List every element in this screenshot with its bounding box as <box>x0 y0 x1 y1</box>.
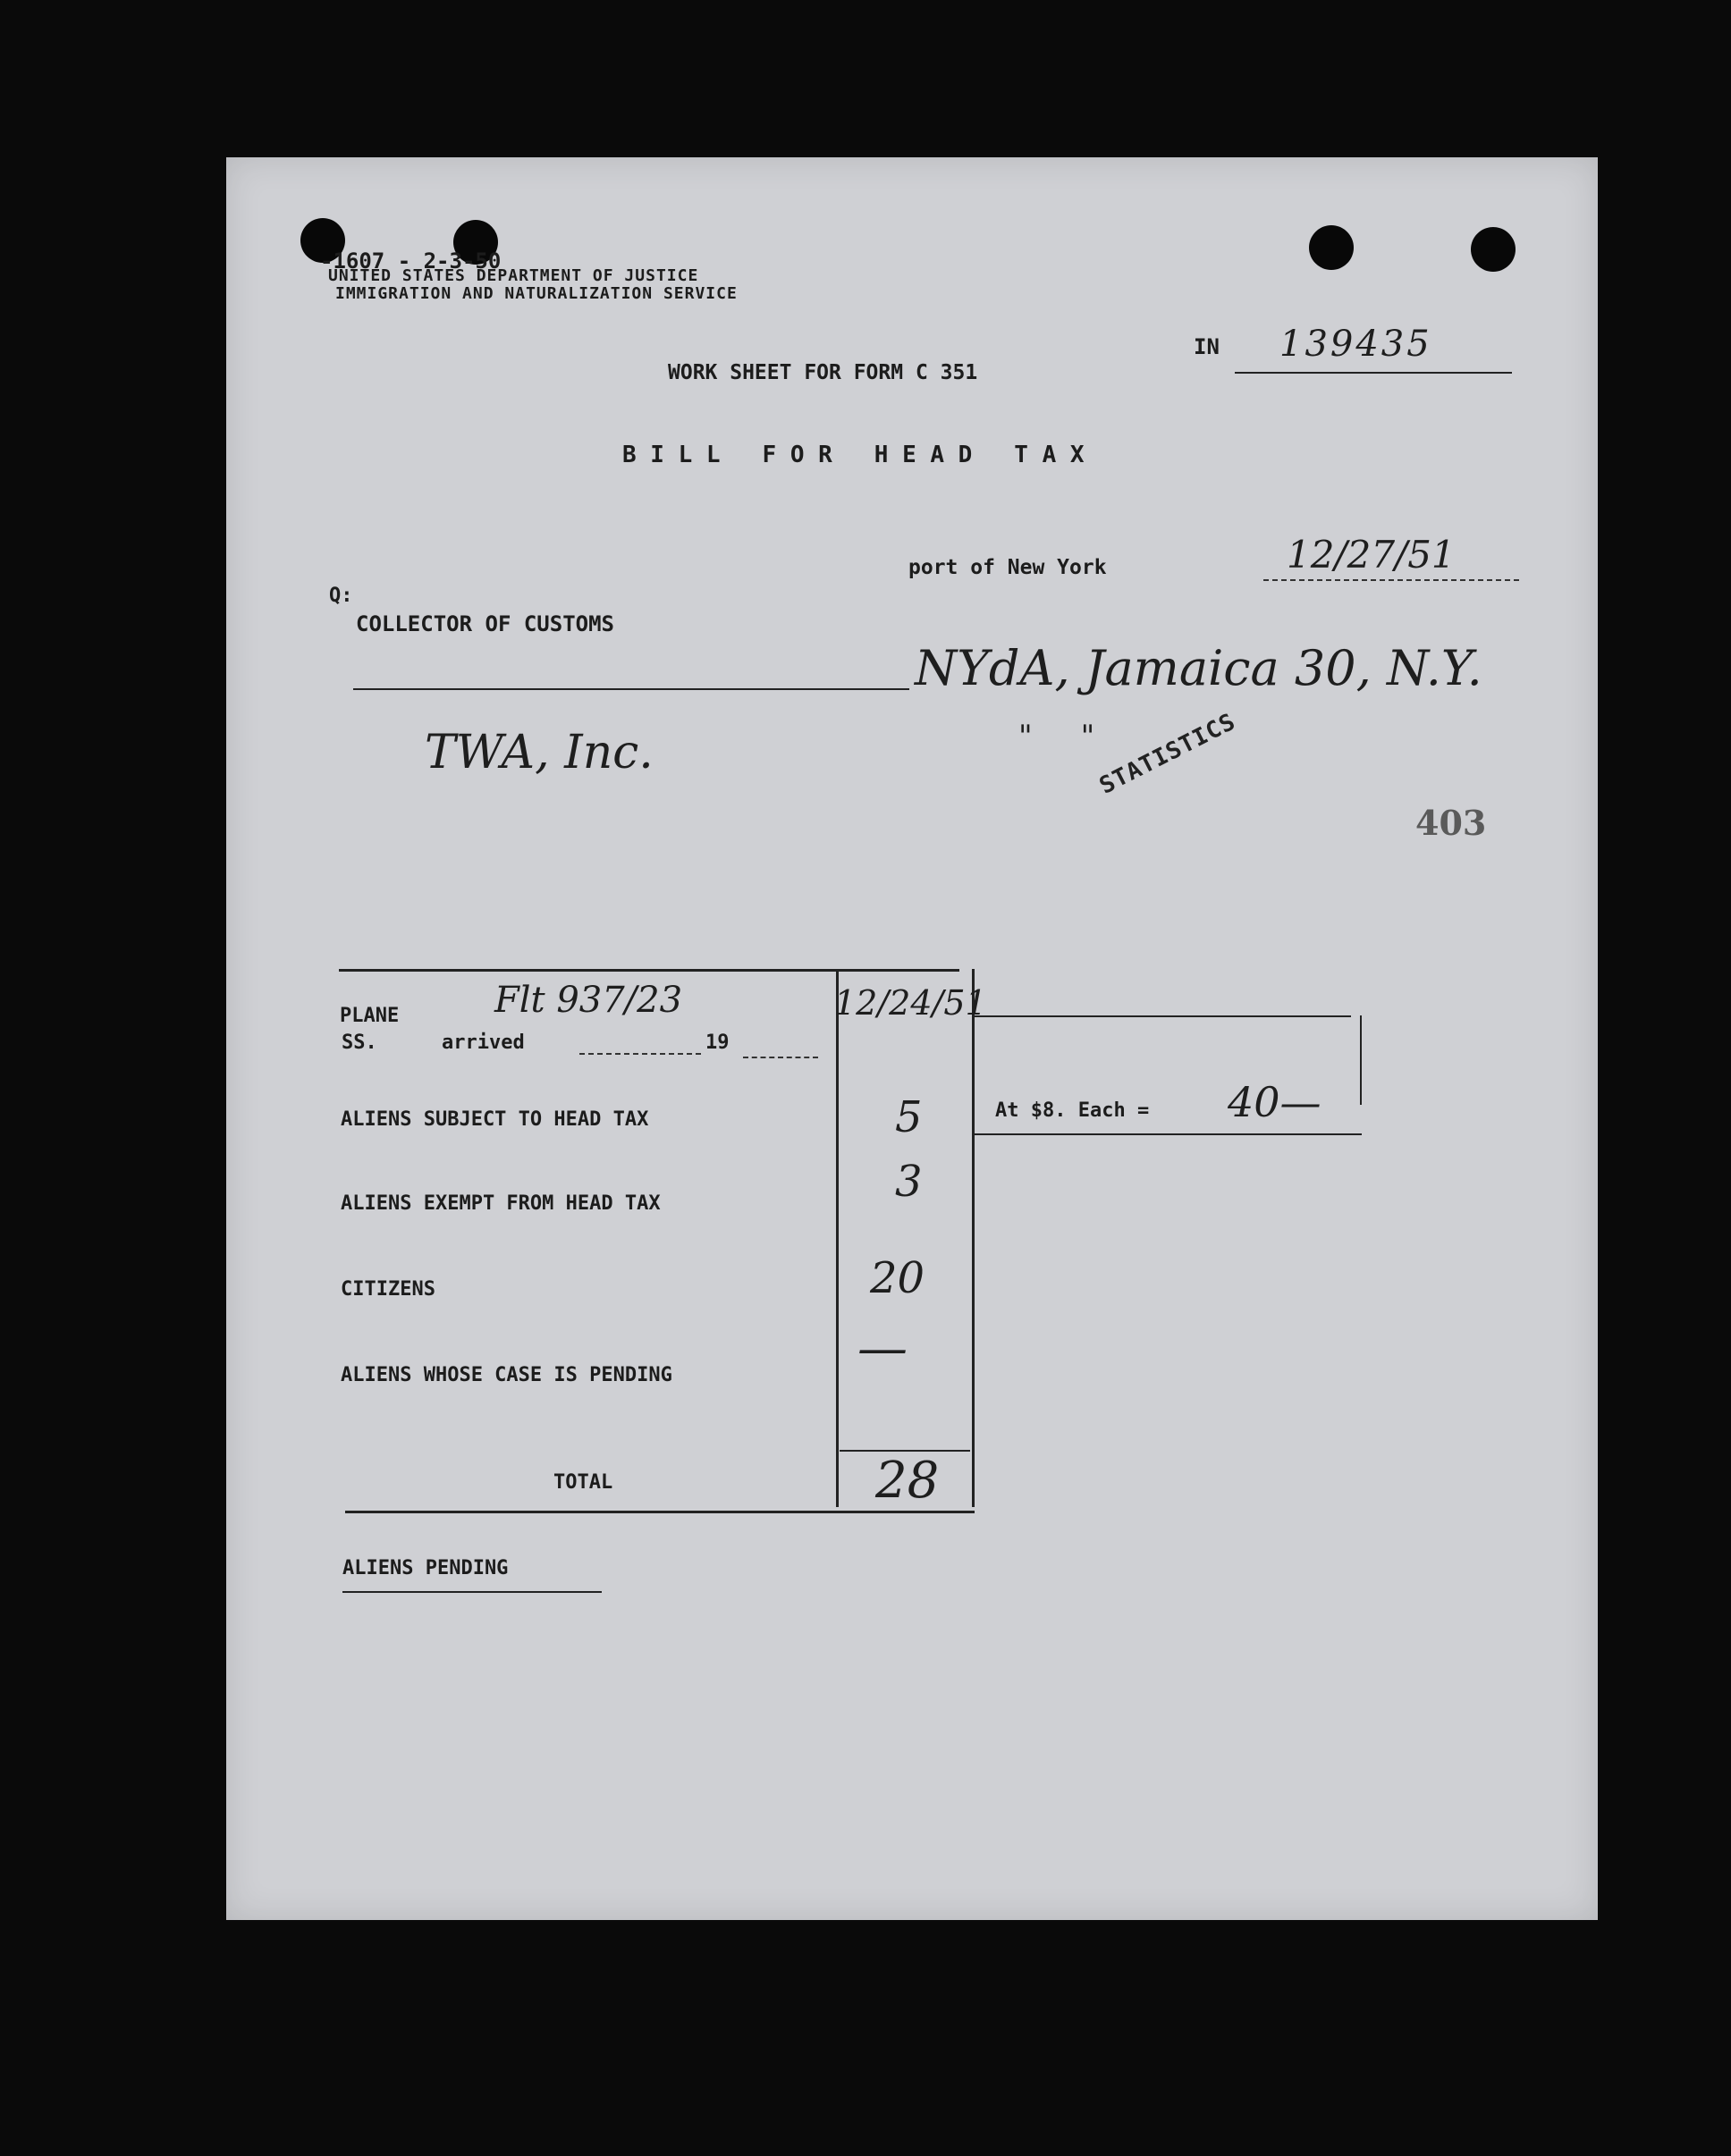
tax-box-right <box>1360 1015 1362 1105</box>
port-label: port of New York <box>908 556 1107 579</box>
row-aliens-subject-label: ALIENS SUBJECT TO HEAD TAX <box>341 1108 649 1131</box>
statistics-stamp: STATISTICS <box>1095 708 1241 800</box>
carrier-handwritten: TWA, Inc. <box>425 726 654 779</box>
aliens-pending-label: ALIENS PENDING <box>342 1557 509 1579</box>
arrived-date-line <box>579 1053 701 1055</box>
ditto-marks: " " <box>1018 719 1095 754</box>
punch-hole-right-1 <box>1309 225 1354 270</box>
in-number-underline <box>1235 372 1512 374</box>
punch-hole-right-2 <box>1471 227 1516 272</box>
bill-title: B I L L F O R H E A D T A X <box>622 442 1085 468</box>
flight-handwritten: Flt 937/23 <box>494 980 683 1021</box>
tax-rate-label: At $8. Each = <box>995 1099 1150 1122</box>
agency-line-1: UNITED STATES DEPARTMENT OF JUSTICE <box>328 266 699 285</box>
row-aliens-pending-case-value: — <box>857 1319 908 1377</box>
location-handwritten: NYdA, Jamaica 30, N.Y. <box>915 640 1482 696</box>
to-label: Q: <box>329 585 353 607</box>
worksheet-title: WORK SHEET FOR FORM C 351 <box>668 361 978 384</box>
tax-box-top <box>972 1015 1351 1017</box>
arrived-label: arrived <box>442 1032 525 1054</box>
bill-date: 12/27/51 <box>1287 533 1456 577</box>
table-divider-left <box>836 969 839 1507</box>
row-aliens-subject-value: 5 <box>895 1092 923 1142</box>
stamp-number: 403 <box>1415 803 1487 843</box>
form-code: -1607 - 2-3-50 <box>320 248 502 274</box>
year-line <box>743 1057 818 1058</box>
tax-box-bottom <box>972 1133 1362 1135</box>
row-citizens-value: 20 <box>870 1253 925 1303</box>
total-value: 28 <box>875 1452 940 1510</box>
row-aliens-exempt-value: 3 <box>895 1157 923 1207</box>
ss-label: SS. <box>342 1032 377 1054</box>
table-divider-right <box>972 969 975 1507</box>
total-label: TOTAL <box>553 1471 613 1494</box>
row-citizens-label: CITIZENS <box>341 1278 435 1301</box>
plane-label: PLANE <box>340 1005 400 1027</box>
collector-label: COLLECTOR OF CUSTOMS <box>356 611 614 636</box>
year-prefix: 19 <box>705 1032 730 1054</box>
aliens-pending-underline <box>342 1591 602 1593</box>
table-top-border <box>339 969 959 972</box>
row-aliens-pending-case-label: ALIENS WHOSE CASE IS PENDING <box>341 1364 672 1386</box>
table-bottom-border <box>345 1511 975 1513</box>
collector-underline <box>353 688 909 690</box>
agency-line-2: IMMIGRATION AND NATURALIZATION SERVICE <box>335 284 738 303</box>
tax-amount-handwritten: 40— <box>1228 1078 1321 1126</box>
in-number: 139435 <box>1279 324 1432 365</box>
date-underline <box>1263 579 1519 581</box>
row-aliens-exempt-label: ALIENS EXEMPT FROM HEAD TAX <box>341 1192 661 1215</box>
arrival-date-handwritten: 12/24/51 <box>834 983 987 1023</box>
document-sheet <box>226 157 1598 1920</box>
in-label: IN <box>1194 334 1220 359</box>
